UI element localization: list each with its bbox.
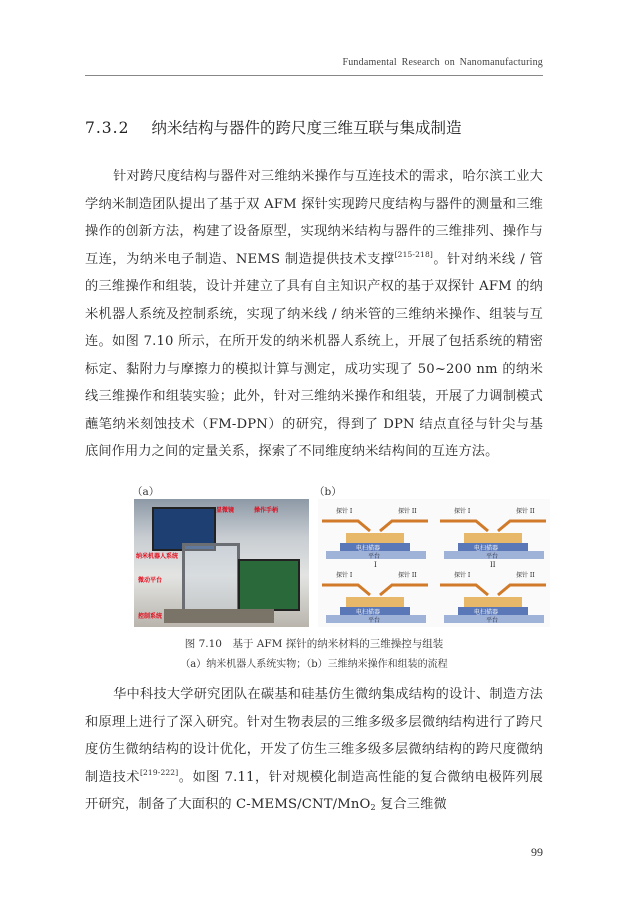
paragraph-1 [85,163,543,466]
scanner-label-3: 电扫描器 [356,609,381,616]
probe-label-2a: 探针 II [398,508,417,515]
monitor-right [238,559,300,611]
section-heading [85,116,461,138]
probe-label-1c: 探针 I [336,572,353,579]
panel-label-a: （a） [132,486,160,498]
panel-label-b: （b） [314,486,342,498]
header-rule [85,75,543,76]
probe-label-2c: 探针 II [398,572,417,579]
probe-label-2b: 探针 II [516,508,535,515]
probe-label-1b: 探针 I [454,508,471,515]
step-label-1: I [374,561,377,569]
probe-label-1d: 探针 I [454,572,471,579]
assembly-schematic [318,499,550,627]
paragraph-2-text-a: 华中科技大学研究团队在碳基和硅基仿生微纳集成结构的设计、制造方法和原理上进行了深入研究。针对生物表层的三维多级多层微纳结构进行了跨尺度仿生微纳结构的设计优化，开发了仿生三维多级多层微纳结构的跨尺度微纳制造技术 [85,687,543,785]
citation-219-222: [219-222] [139,767,179,777]
paragraph-2-text-b: 。如图 7.11，针对规模化制造高性能的复合微纳电极阵列展开研究，制备了大面积的 C-MEMS/CNT/MnO [85,769,543,812]
photo-tag-4: 操作手柄 [254,507,279,514]
probe-label-1a: 探针 I [336,508,353,515]
citation-215-218: [215-218] [394,249,433,259]
step-label-2: II [490,561,496,569]
scanner-label-1: 电扫描器 [356,545,381,552]
photo-tag-5: 控制系统 [138,613,163,620]
nanorobot-system-photo [134,499,309,627]
probe-label-2d: 探针 II [516,572,535,579]
stage-label-3: 平台 [368,617,381,624]
figure-subcaption: （a）纳米机器人系统实物；（b）三维纳米操作和组装的流程 [180,659,448,670]
paragraph-2-text-c: 复合三维微 [375,797,447,812]
photo-tag-3: 显微镜 [216,507,235,514]
section-number: 7.3.2 [85,119,130,137]
stage-label-1: 平台 [368,553,381,560]
stage-label-4: 平台 [486,617,499,624]
scanner-label-4: 电扫描器 [474,609,499,616]
stage-label-2: 平台 [486,553,499,560]
page-number: 99 [531,845,543,859]
photo-tag-2: 微动平台 [138,577,163,584]
section-title: 纳米结构与器件的跨尺度三维互联与集成制造 [151,119,462,137]
subscript-2: 2 [370,803,376,812]
paragraph-2 [85,681,543,819]
robot-frame [182,543,240,619]
figure-7-10 [132,487,552,629]
figure-caption: 图 7.10 基于 AFM 探针的纳米材料的三维操控与组装 [184,638,444,650]
robot-base [164,609,274,623]
paragraph-1-text-a: 针对跨尺度结构与器件对三维纳米操作与互连技术的需求，哈尔滨工业大学纳米制造团队提出了基于双 AFM 探针实现跨尺度结构与器件的测量和三维操作的创新方法，构建了设备原型，实现纳米结构与器件的三维排列、操作与互连，为纳米电子制造、NEMS 制造提供技术支撑 [85,169,543,267]
scanner-label-2: 电扫描器 [474,545,499,552]
running-header: Fundamental Research on Nanomanufacturing [342,57,543,68]
photo-tag-1: 纳米机器人系统 [136,553,179,560]
paragraph-1-text-b: 。针对纳米线 / 管的三维操作和组装，设计并建立了具有自主知识产权的基于双探针 AFM 的纳米机器人系统及控制系统，实现了纳米线 / 纳米管的三维纳米操作、组装与互连。如图 7.10 所示，在所开发的纳米机器人系统上，开展了包括系统的精密标定、黏附力与摩擦力的模拟计算与测定，成功实现了 50~200 nm 的纳米线三维操作和组装实验；此外，针对三维纳米操作和组装，开展了力调制模式蘸笔纳米刻蚀技术（FM-DPN）的研究，得到了 DPN 结点直径与针尖与基底间作用力之间的定量关系，探索了不同维度纳米结构间的互连方法。 [85,251,543,459]
